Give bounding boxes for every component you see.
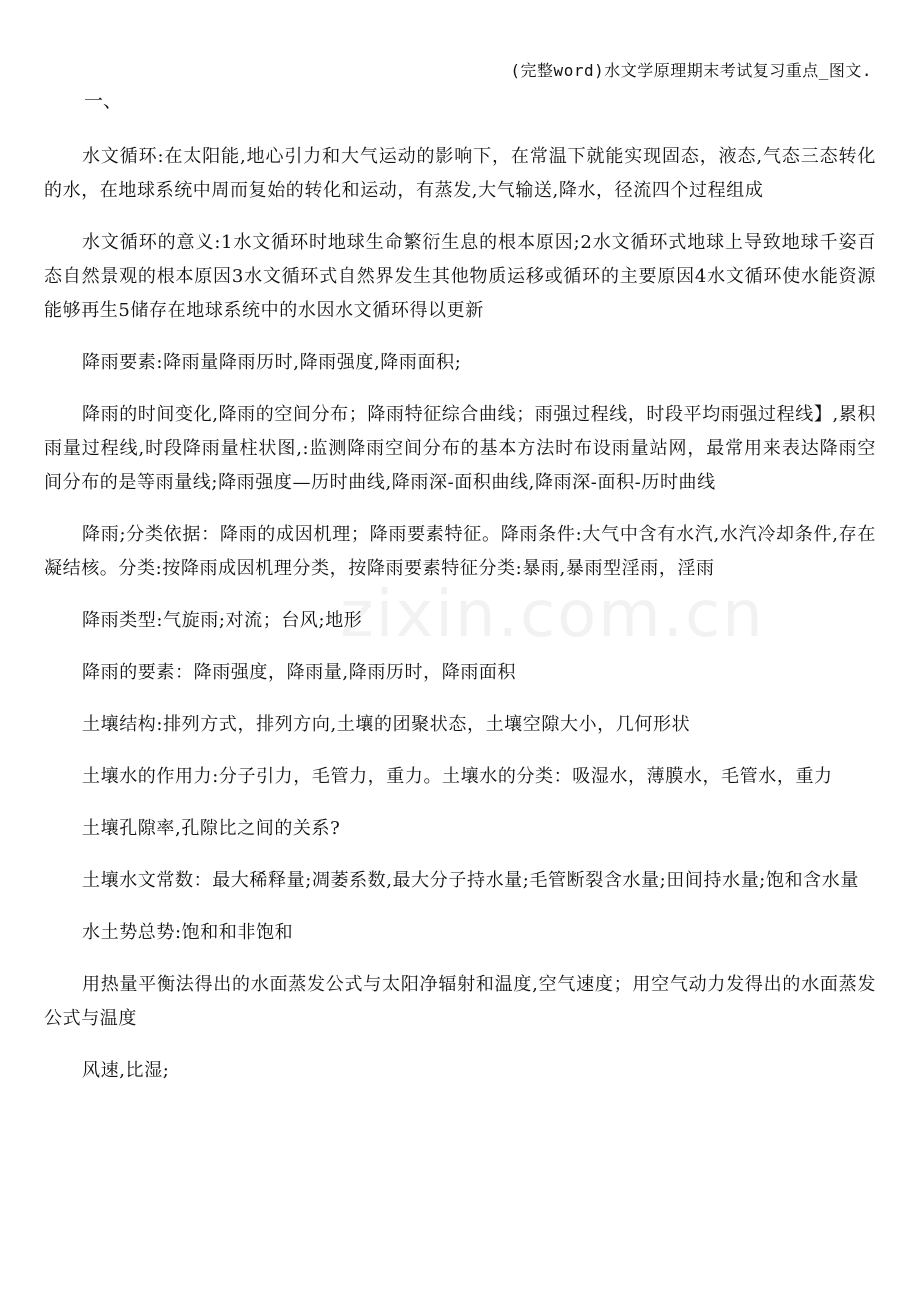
paragraph-rainfall-elements: 降雨要素:降雨量降雨历时,降雨强度,降雨面积; [82, 352, 462, 373]
paragraph-wind-humidity: 风速,比湿; [82, 1060, 170, 1081]
section-number: 一、 [84, 90, 123, 112]
paragraph-soil-water-potential: 水土势总势:饱和和非饱和 [82, 922, 294, 943]
paragraph-rainfall-variation: 降雨的时间变化,降雨的空间分布；降雨特征综合曲线；雨强过程线，时段平均雨强过程线】,累积雨量过程线,时段降雨量柱状图,:监测降雨空间分布的基本方法时布设雨量站网，最常用来表达降雨空间分布的是等雨量线;降雨强度—历时曲线,降雨深-面积曲线,降雨深-面积-历时曲线 [44, 404, 876, 493]
paragraph-soil-hydrologic-constants: 土壤水文常数：最大稀释量;凋萎系数,最大分子持水量;毛管断裂含水量;田间持水量;饱和含水量 [82, 870, 859, 891]
paragraph-soil-water-forces: 土壤水的作用力:分子引力，毛管力，重力。土壤水的分类：吸湿水，薄膜水，毛管水，重力 [82, 766, 833, 787]
document-header-title: (完整word)水文学原理期末考试复习重点_图文. [510, 61, 872, 80]
paragraph-hydrologic-cycle: 水文循环:在太阳能,地心引力和大气运动的影响下，在常温下就能实现固态，液态,气态三态转化的水，在地球系统中周而复始的转化和运动，有蒸发,大气输送,降水，径流四个过程组成 [44, 146, 876, 201]
document-body [44, 140, 876, 1106]
paragraph-soil-structure: 土壤结构:排列方式，排列方向,土壤的团聚状态，土壤空隙大小，几何形状 [82, 714, 691, 735]
paragraph-evaporation-formula: 用热量平衡法得出的水面蒸发公式与太阳净辐射和温度,空气速度；用空气动力发得出的水面蒸发公式与温度 [44, 974, 876, 1029]
paragraph-rainfall-factors: 降雨的要素：降雨强度，降雨量,降雨历时，降雨面积 [82, 662, 517, 683]
paragraph-rainfall-types: 降雨类型:气旋雨;对流；台风;地形 [82, 610, 363, 631]
paragraph-rainfall-classification: 降雨;分类依据：降雨的成因机理；降雨要素特征。降雨条件:大气中含有水汽,水汽冷却条件,存在凝结核。分类:按降雨成因机理分类，按降雨要素特征分类:暴雨,暴雨型淫雨，淫雨 [44, 524, 876, 579]
paragraph-cycle-significance: 水文循环的意义:1水文循环时地球生命繁衍生息的根本原因;2水文循环式地球上导致地球千姿百态自然景观的根本原因3水文循环式自然界发生其他物质运移或循环的主要原因4水文循环使水能资源能够再生5储存在地球系统中的水因水文循环得以更新 [44, 232, 876, 321]
paragraph-soil-porosity: 土壤孔隙率,孔隙比之间的关系? [82, 818, 341, 839]
watermark: zixin.com.cn [340, 578, 765, 652]
